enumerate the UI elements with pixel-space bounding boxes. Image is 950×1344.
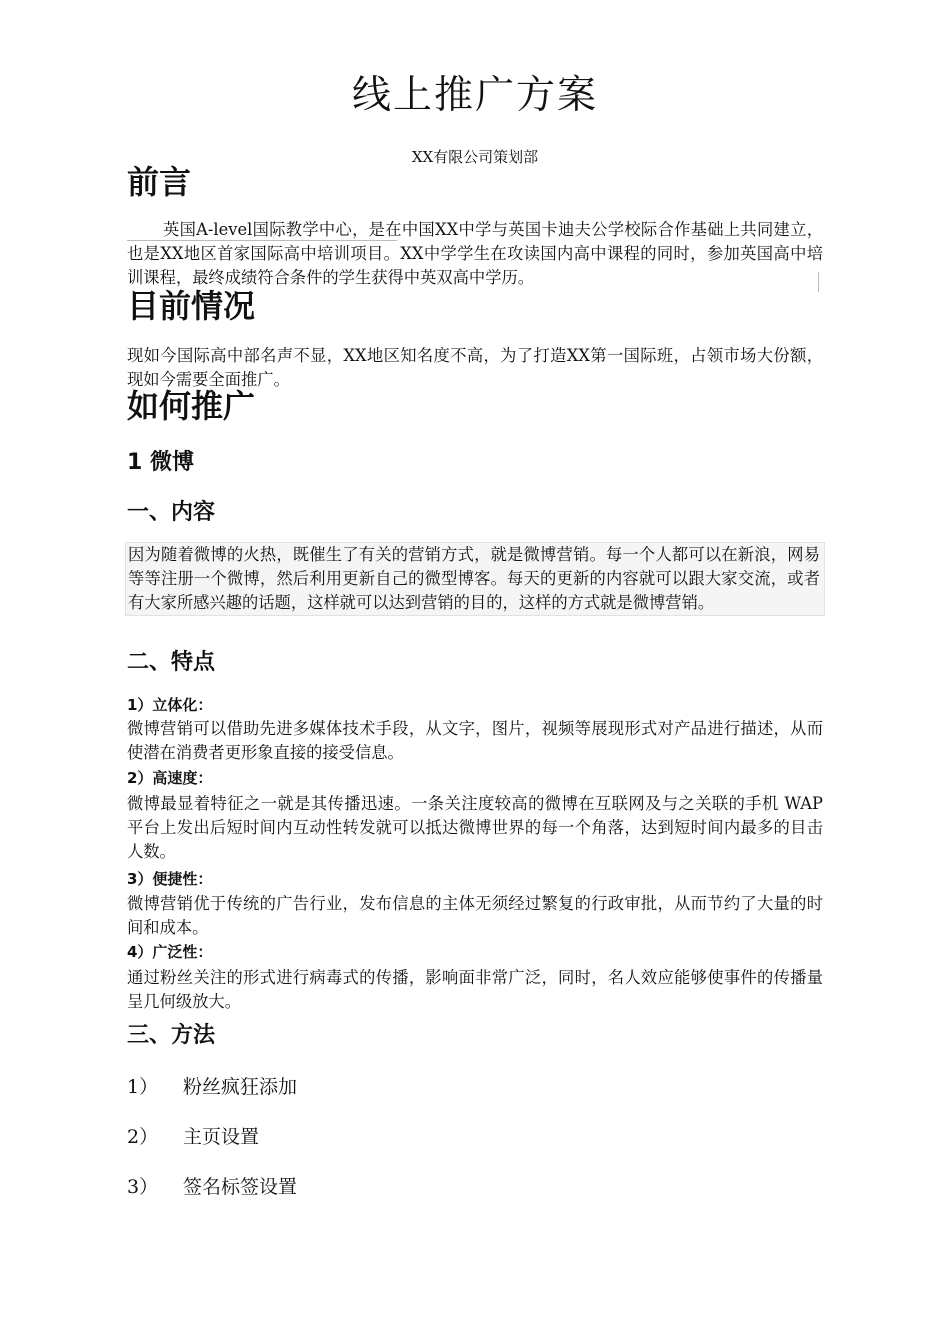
heading-features: 二、特点 (127, 650, 216, 675)
feature-text: 通过粉丝关注的形式进行病毒式的传播，影响面非常广泛，同时，名人效应能够使事件的传播量呈几何级放大。 (127, 968, 823, 1011)
paragraph-end-marker (818, 272, 819, 292)
feature-label: 1）立体化： (127, 696, 213, 714)
feature-text: 微博营销优于传统的广告行业，发布信息的主体无须经过繁复的行政审批，从而节约了大量的时间和成本。 (127, 894, 823, 937)
heading-current: 目前情况 (127, 287, 256, 325)
heading-methods: 三、方法 (127, 1023, 216, 1048)
method-item (127, 1174, 297, 1200)
method-text: 签名标签设置 (183, 1176, 298, 1198)
document-title: 线上推广方案 (351, 73, 598, 118)
content-paragraph: 因为随着微博的火热，既催生了有关的营销方式，就是微博营销。每一个人都可以在新浪，网易等等注册一个微博，然后利用更新自己的微型博客。每天的更新的内容就可以跟大家交流，或者有大家所感兴趣的话题，这样就可以达到营销的目的，这样的方式就是微博营销。 (125, 542, 825, 616)
preface-paragraph: 英国A-level国际教学中心，是在中国XX中学与英国卡迪夫公学校际合作基础上共同建立，也是XX地区首家国际高中培训项目。XX中学学生在攻读国内高中课程的同时，参加英国高中培训课程，最终成绩符合条件的学生获得中英双高中学历。 (127, 220, 823, 287)
method-text: 粉丝疯狂添加 (183, 1076, 298, 1098)
feature-text: 微博营销可以借助先进多媒体技术手段，从文字，图片，视频等展现形式对产品进行描述，从而使潜在消费者更形象直接的接受信息。 (127, 719, 823, 762)
heading-how: 如何推广 (127, 387, 256, 425)
feature-text: 微博最显着特征之一就是其传播迅速。一条关注度较高的微博在互联网及与之关联的手机 WAP 平台上发出后短时间内互动性转发就可以抵达微博世界的每一个角落，达到短时间内最多的目击人数。 (127, 794, 823, 861)
document-subtitle: XX有限公司策划部 (411, 148, 539, 166)
method-number: 2） (127, 1126, 159, 1148)
method-text: 主页设置 (183, 1126, 260, 1148)
method-number: 3） (127, 1176, 159, 1198)
selection-marker (127, 218, 397, 241)
method-item (127, 1124, 259, 1150)
current-paragraph: 现如今国际高中部名声不显，XX地区知名度不高，为了打造XX第一国际班，占领市场大份额，现如今需要全面推广。 (127, 346, 823, 389)
feature-label: 4）广泛性： (127, 943, 213, 961)
feature-label: 2）高速度： (127, 769, 213, 787)
heading-weibo: 1 微博 (127, 450, 194, 475)
heading-content: 一、内容 (127, 500, 216, 525)
feature-label: 3）便捷性： (127, 870, 213, 888)
heading-preface: 前言 (127, 163, 192, 201)
method-number: 1） (127, 1076, 159, 1098)
method-item (127, 1074, 297, 1100)
